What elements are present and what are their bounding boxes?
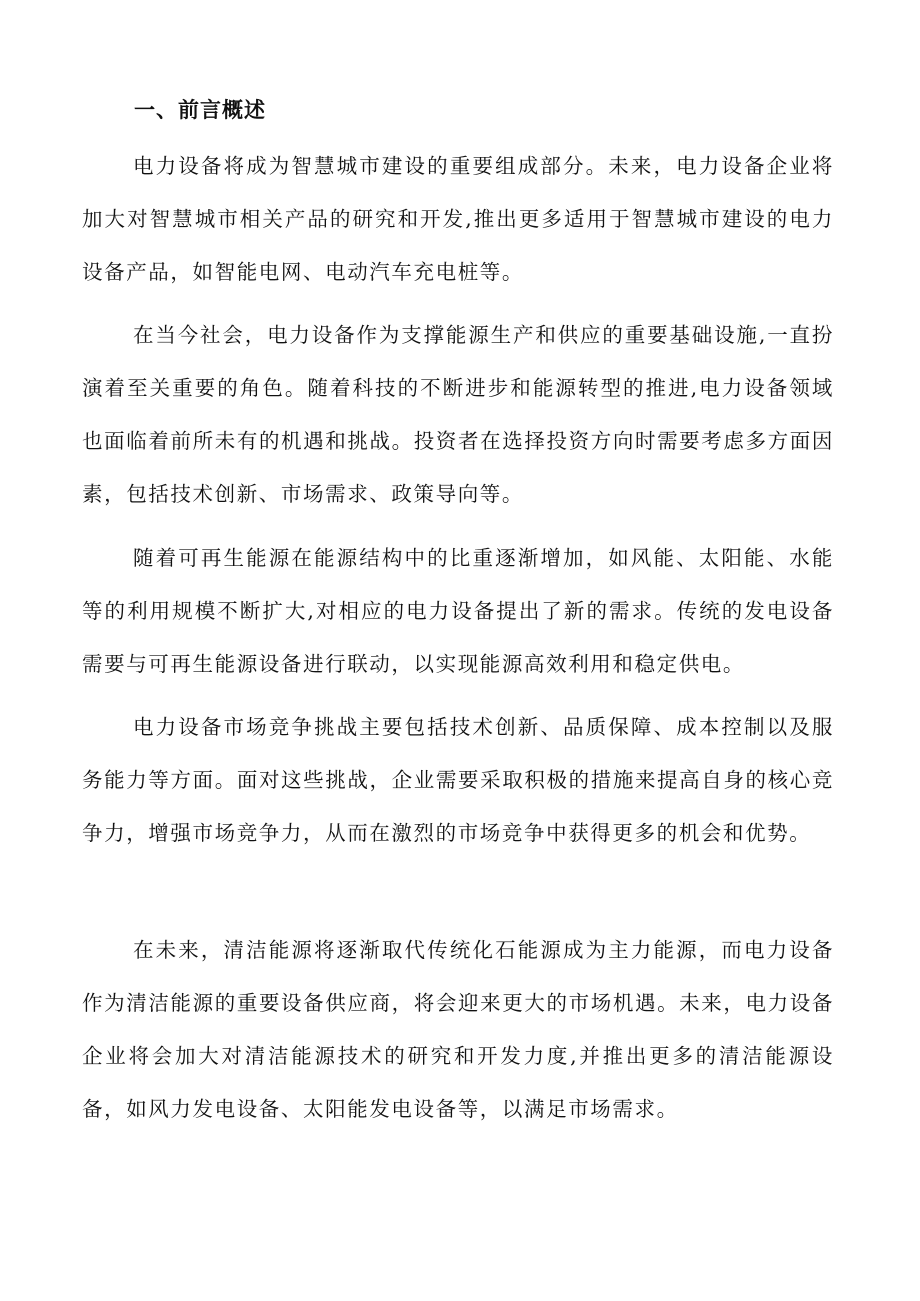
- paragraph-smart-city: 电力设备将成为智慧城市建设的重要组成部分。未来，电力设备企业将加大对智慧城市相关产品的研究和开发,推出更多适用于智慧城市建设的电力设备产品，如智能电网、电动汽车充电桩等。: [82, 154, 834, 284]
- paragraph-clean-energy: 在未来，清洁能源将逐渐取代传统化石能源成为主力能源，而电力设备作为清洁能源的重要设备供应商，将会迎来更大的市场机遇。未来，电力设备企业将会加大对清洁能源技术的研究和开发力度,并推出更多的清洁能源设备，如风力发电设备、太阳能发电设备等，以满足市场需求。: [82, 938, 834, 1121]
- section-heading: 一、前言概述: [134, 98, 266, 122]
- paragraph-competition: 电力设备市场竞争挑战主要包括技术创新、品质保障、成本控制以及服务能力等方面。面对这些挑战，企业需要采取积极的措施来提高自身的核心竞争力，增强市场竞争力，从而在激烈的市场竞争中获得更多的机会和优势。: [82, 715, 834, 845]
- paragraph-renewable: 随着可再生能源在能源结构中的比重逐渐增加，如风能、太阳能、水能等的利用规模不断扩大,对相应的电力设备提出了新的需求。传统的发电设备需要与可再生能源设备进行联动，以实现能源高效利用和稳定供电。: [82, 546, 834, 676]
- paragraph-infrastructure: 在当今社会，电力设备作为支撑能源生产和供应的重要基础设施,一直扮演着至关重要的角色。随着科技的不断进步和能源转型的推进,电力设备领域也面临着前所未有的机遇和挑战。投资者在选择投资方向时需要考虑多方面因素，包括技术创新、市场需求、政策导向等。: [82, 323, 834, 506]
